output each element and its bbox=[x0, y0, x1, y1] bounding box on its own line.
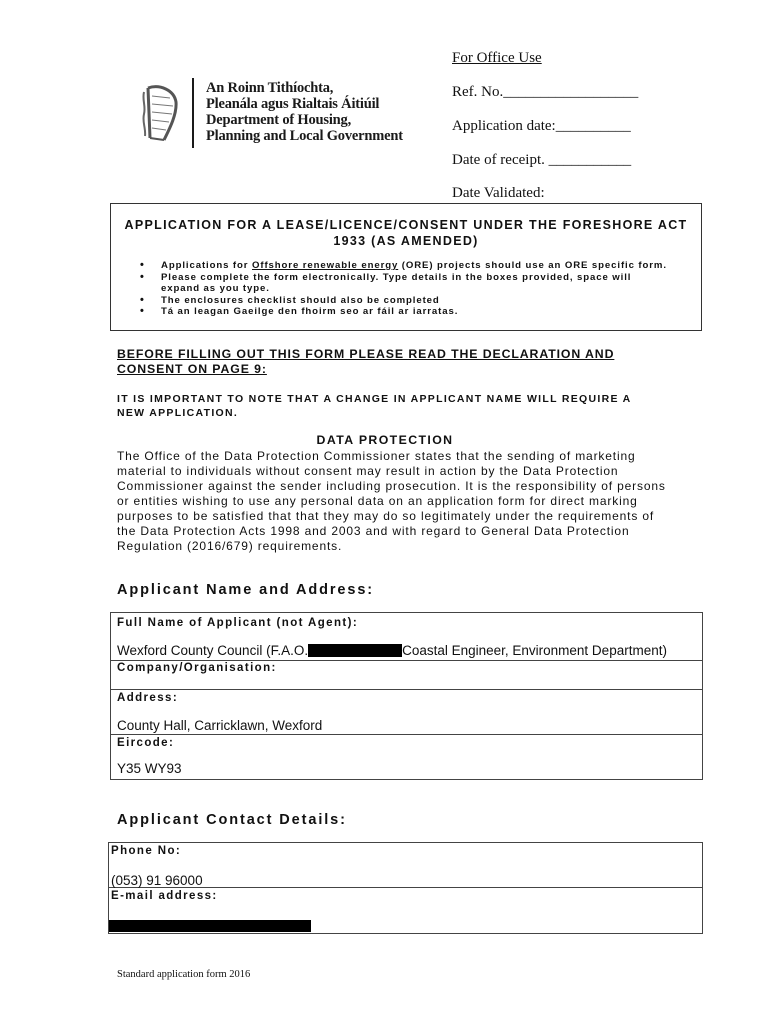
department-logo bbox=[140, 78, 430, 150]
full-name-prefix: Wexford County Council (F.A.O. bbox=[117, 643, 309, 658]
eircode-row bbox=[111, 735, 702, 779]
ore-link[interactable]: Offshore renewable energy bbox=[252, 260, 399, 271]
address-row bbox=[111, 690, 702, 735]
email-field[interactable] bbox=[109, 918, 311, 933]
form-title-line-1: APPLICATION FOR A LEASE/LICENCE/CONSENT UNDER THE FORESHORE ACT bbox=[124, 218, 688, 232]
bullet-1-prefix: Applications for bbox=[161, 260, 252, 271]
logo-line-1: An Roinn Tithíochta, bbox=[206, 80, 334, 96]
logo-line-2: Pleanála agus Rialtais Áitiúil bbox=[206, 96, 380, 112]
logo-line-3: Department of Housing, bbox=[206, 112, 352, 128]
contact-section-heading: Applicant Contact Details: bbox=[117, 812, 347, 828]
contact-table bbox=[108, 842, 703, 934]
email-row bbox=[109, 888, 702, 933]
logo-line-4: Planning and Local Government bbox=[206, 128, 403, 144]
address-field[interactable]: County Hall, Carricklawn, Wexford bbox=[117, 718, 323, 733]
harp-icon bbox=[140, 84, 180, 142]
eircode-label: Eircode: bbox=[117, 737, 175, 749]
list-item: • Please complete the form electronically. Type details in the boxes provided, space will expand as you type. bbox=[161, 272, 701, 295]
full-name-field[interactable] bbox=[117, 643, 667, 658]
form-title bbox=[111, 204, 701, 249]
list-item bbox=[161, 260, 701, 272]
applicant-table bbox=[110, 612, 703, 780]
eircode-field[interactable]: Y35 WY93 bbox=[117, 761, 182, 776]
application-date-field[interactable]: Application date:__________ bbox=[452, 118, 631, 134]
company-row bbox=[111, 661, 702, 690]
declaration-notice: BEFORE FILLING OUT THIS FORM PLEASE READ THE DECLARATION AND CONSENT ON PAGE 9: bbox=[117, 347, 615, 376]
application-title-box bbox=[110, 203, 702, 331]
logo-text bbox=[206, 80, 403, 144]
phone-field[interactable]: (053) 91 96000 bbox=[111, 873, 203, 888]
ref-no-field[interactable]: Ref. No.__________________ bbox=[452, 84, 639, 100]
bullet-1-suffix: (ORE) projects should use an ORE specific form. bbox=[398, 260, 667, 271]
company-label: Company/Organisation: bbox=[117, 662, 277, 674]
list-item: • The enclosures checklist should also be completed bbox=[161, 295, 701, 307]
date-validated-field[interactable]: Date Validated: bbox=[452, 185, 545, 201]
phone-label: Phone No: bbox=[111, 845, 182, 857]
logo-divider bbox=[192, 78, 194, 148]
address-label: Address: bbox=[117, 692, 179, 704]
phone-row bbox=[109, 843, 702, 888]
email-label: E-mail address: bbox=[111, 890, 218, 902]
office-use-title: For Office Use bbox=[452, 50, 542, 66]
form-title-line-2: 1933 (AS AMENDED) bbox=[333, 234, 479, 248]
data-protection-body: The Office of the Data Protection Commissioner states that the sending of marketing material to individuals without consent may result in action by the Data Protection Commissioner against the sender including prosecution. It is the responsibility of persons or entities wishing to use any personal data on an application form for direct marking purposes to be satisfied that that they may do so legitimately under the requirements of the Data Protection Acts 1998 and 2003 and with regard to General Data Protection Regulation (2016/679) requirements. bbox=[117, 449, 666, 553]
instructions-list bbox=[111, 260, 701, 318]
full-name-label: Full Name of Applicant (not Agent): bbox=[117, 617, 359, 629]
applicant-section-heading: Applicant Name and Address: bbox=[117, 582, 375, 598]
redacted-name bbox=[308, 644, 402, 657]
list-item: • Tá an leagan Gaeilge den fhoirm seo ar fáil ar iarratas. bbox=[161, 306, 701, 318]
full-name-suffix: Coastal Engineer, Environment Department) bbox=[402, 643, 667, 658]
data-protection-title: DATA PROTECTION bbox=[316, 433, 454, 447]
footer-text: Standard application form 2016 bbox=[117, 969, 251, 980]
name-change-notice: IT IS IMPORTANT TO NOTE THAT A CHANGE IN APPLICANT NAME WILL REQUIRE A NEW APPLICATION. bbox=[117, 393, 632, 419]
redacted-email bbox=[109, 920, 311, 932]
full-name-row bbox=[111, 613, 702, 661]
date-of-receipt-field[interactable]: Date of receipt. ___________ bbox=[452, 152, 632, 168]
